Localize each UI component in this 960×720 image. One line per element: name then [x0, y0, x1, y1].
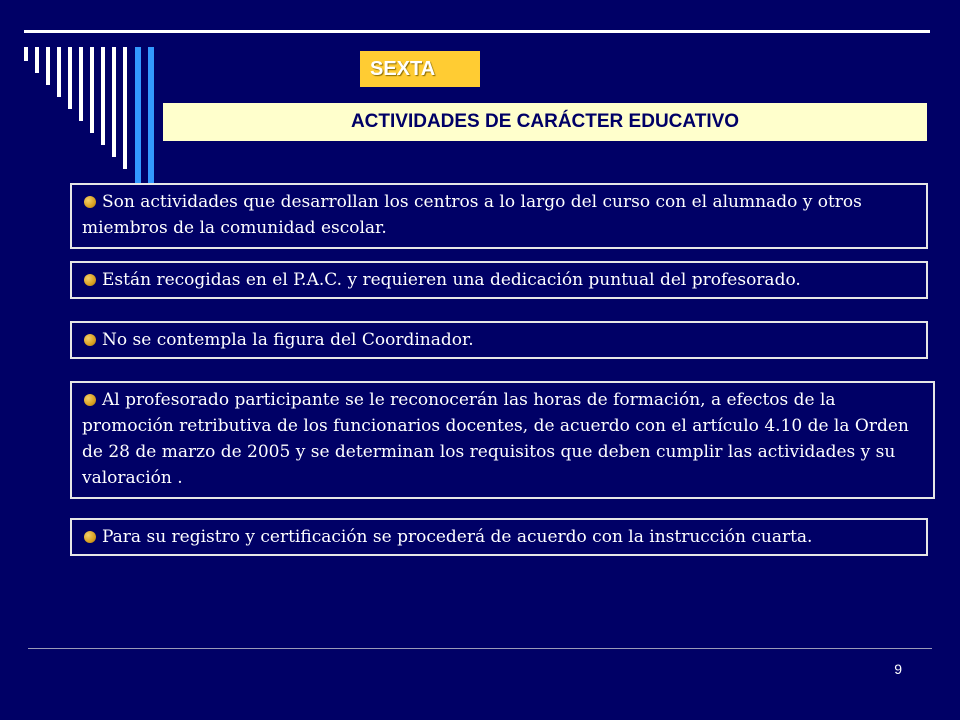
bullet-dot-icon [84, 196, 96, 208]
page-number: 9 [894, 661, 902, 677]
decorative-bars [0, 0, 960, 200]
bullet-box-2 [70, 261, 928, 299]
bullet-box-1 [70, 183, 928, 249]
bullet-dot-icon [84, 531, 96, 543]
bullet-dot-icon [84, 394, 96, 406]
bullet-text: Están recogidas en el P.A.C. y requieren una dedicación puntual del profesorado. [102, 270, 801, 290]
bullet-text: Al profesorado participante se le reconocerán las horas de formación, a efectos de la promoción retributiva de los funcionarios docentes, de acuerdo con el artículo 4.10 de la Orden de 28 de marzo de 2005 y se determinan los requisitos que deben cumplir las actividades y su valoración . [82, 390, 909, 488]
white-bars [24, 47, 127, 169]
bullet-box-4 [70, 381, 935, 499]
blue-bars [135, 47, 154, 187]
bullet-box-3 [70, 321, 928, 359]
bullet-text: No se contempla la figura del Coordinador. [102, 330, 474, 350]
bottom-divider-line [28, 648, 932, 649]
bullet-box-5 [70, 518, 928, 556]
bullet-text: Para su registro y certificación se procederá de acuerdo con la instrucción cuarta. [102, 527, 813, 547]
bullet-dot-icon [84, 274, 96, 286]
section-tag: SEXTA [360, 51, 480, 87]
bullet-dot-icon [84, 334, 96, 346]
slide-title: ACTIVIDADES DE CARÁCTER EDUCATIVO [163, 103, 927, 141]
bullet-text: Son actividades que desarrollan los centros a lo largo del curso con el alumnado y otros miembros de la comunidad escolar. [82, 192, 862, 238]
